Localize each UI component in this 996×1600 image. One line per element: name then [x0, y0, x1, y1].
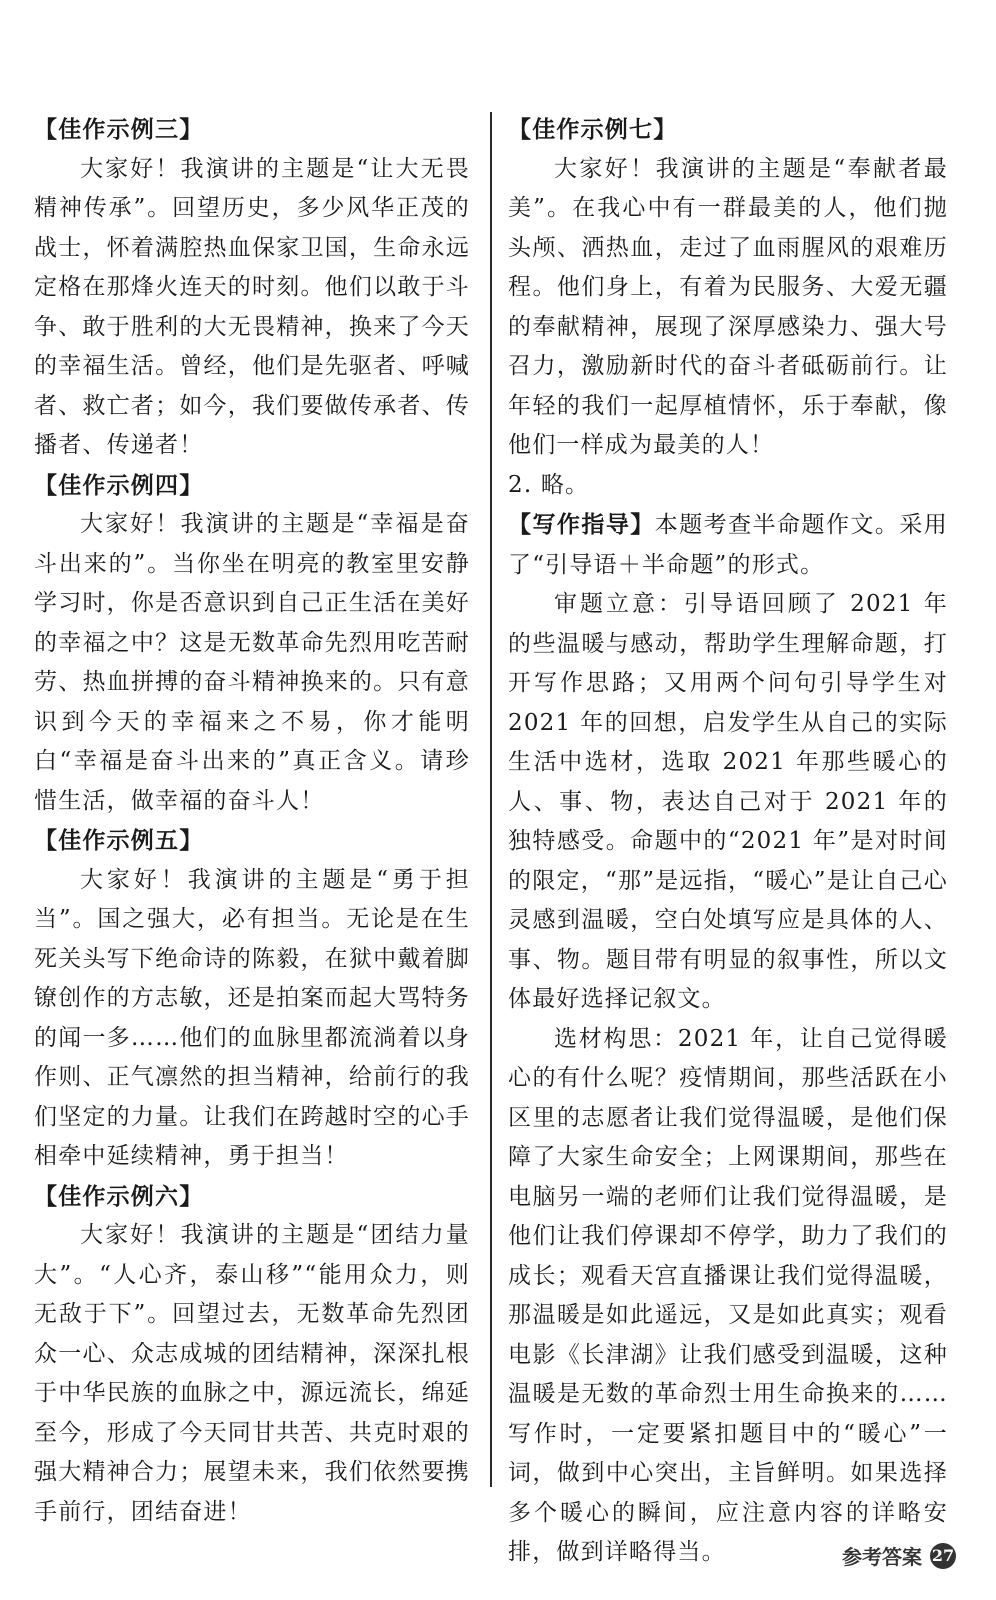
left-column	[34, 110, 470, 1540]
example-4-text: 大家好！我演讲的主题是“幸福是奋斗出来的”。当你坐在明亮的教室里安静学习时，你是否意识到自己正生活在美好的幸福之中？这是无数革命先烈用吃苦耐劳、热血拼搏的奋斗精神换来的。只有意识到今天的幸福来之不易，你才能明白“幸福是奋斗出来的”真正含义。请珍惜生活，做幸福的奋斗人！	[34, 511, 470, 814]
writing-guide	[508, 505, 948, 585]
example-5-heading: 【佳作示例五】	[34, 827, 204, 854]
page-number: 27	[930, 1543, 956, 1569]
page-footer	[842, 1541, 956, 1570]
example-4	[34, 466, 470, 822]
example-3-heading: 【佳作示例三】	[34, 116, 204, 143]
footer-label: 参考答案	[842, 1545, 922, 1569]
example-6	[34, 1177, 470, 1533]
theme-analysis: 审题立意：引导语回顾了 2021 年的些温暖与感动，帮助学生理解命题，打开写作思路；又用两个问句引导学生对 2021 年的回想，启发学生从自己的实际生活中选材，选取 2021 年那些暖心的人、事、物，表达自己对于 2021 年的独特感受。命题中的“2021 年”是对时间的限定，“那”是远指，“暖心”是让自己心灵感到温暖，空白处填写应是具体的人、事、物。题目带有明显的叙事性，所以文体最好选择记叙文。	[508, 591, 948, 1012]
writing-guide-label: 【写作指导】	[508, 511, 655, 538]
answer-item-2: 2. 略。	[508, 471, 590, 498]
example-7-text: 大家好！我演讲的主题是“奉献者最美”。在我心中有一群最美的人，他们抛头颅、洒热血，走过了血雨腥风的艰难历程。他们身上，有着为民服务、大爱无疆的奉献精神，展现了深厚感染力、强大号召力，激励新时代的奋斗者砥砺前行。让年轻的我们一起厚植情怀，乐于奉献，像他们一样成为最美的人！	[508, 155, 948, 458]
writing-guide-text: 本题考查半命题作文。采用了“引导语＋半命题”的形式。	[508, 512, 948, 578]
example-7-heading: 【佳作示例七】	[508, 116, 678, 143]
example-5	[34, 821, 470, 1177]
column-divider	[490, 112, 492, 1487]
example-6-heading: 【佳作示例六】	[34, 1182, 204, 1210]
example-3-text: 大家好！我演讲的主题是“让大无畏精神传承”。回望历史，多少风华正茂的战士，怀着满腔热血保家卫国，生命永远定格在那烽火连天的时刻。他们以敢于斗争、敢于胜利的大无畏精神，换来了今天的幸福生活。曾经，他们是先驱者、呼喊者、救亡者；如今，我们要做传承者、传播者、传递者！	[34, 155, 470, 458]
example-3	[34, 110, 470, 466]
example-7	[508, 110, 948, 466]
example-5-text: 大家好！我演讲的主题是“勇于担当”。国之强大，必有担当。无论是在生死关头写下绝命诗的陈毅，在狱中戴着脚镣创作的方志敏，还是拍案而起大骂特务的闻一多……他们的血脉里都流淌着以身作则、正气凛然的担当精神，给前行的我们坚定的力量。让我们在跨越时空的心手相牵中延续精神，勇于担当！	[34, 866, 470, 1169]
example-6-text: 大家好！我演讲的主题是“团结力量大”。“人心齐，泰山移”“能用众力，则无敌于下”。回望过去，无数革命先烈团众一心、众志成城的团结精神，深深扎根于中华民族的血脉之中，源远流长，绵延至今，形成了今天同甘共苦、共克时艰的强大精神合力；展望未来，我们依然要携手前行，团结奋进！	[34, 1222, 470, 1525]
example-4-heading: 【佳作示例四】	[34, 471, 204, 499]
material-conception: 选材构思：2021 年，让自己觉得暖心的有什么呢？疫情期间，那些活跃在小区里的志愿者让我们觉得温暖，是他们保障了大家生命安全；上网课期间，那些在电脑另一端的老师们让我们觉得温暖，是他们让我们停课却不停学，助力了我们的成长；观看天宫直播课让我们觉得温暖，那温暖是如此遥远，又是如此真实；观看电影《长津湖》让我们感受到温暖，这种温暖是无数的革命烈士用生命换来的……写作时，一定要紧扣题目中的“暖心”一词，做到中心突出，主旨鲜明。如果选择多个暖心的瞬间，应注意内容的详略安排，做到详略得当。	[508, 1025, 948, 1565]
